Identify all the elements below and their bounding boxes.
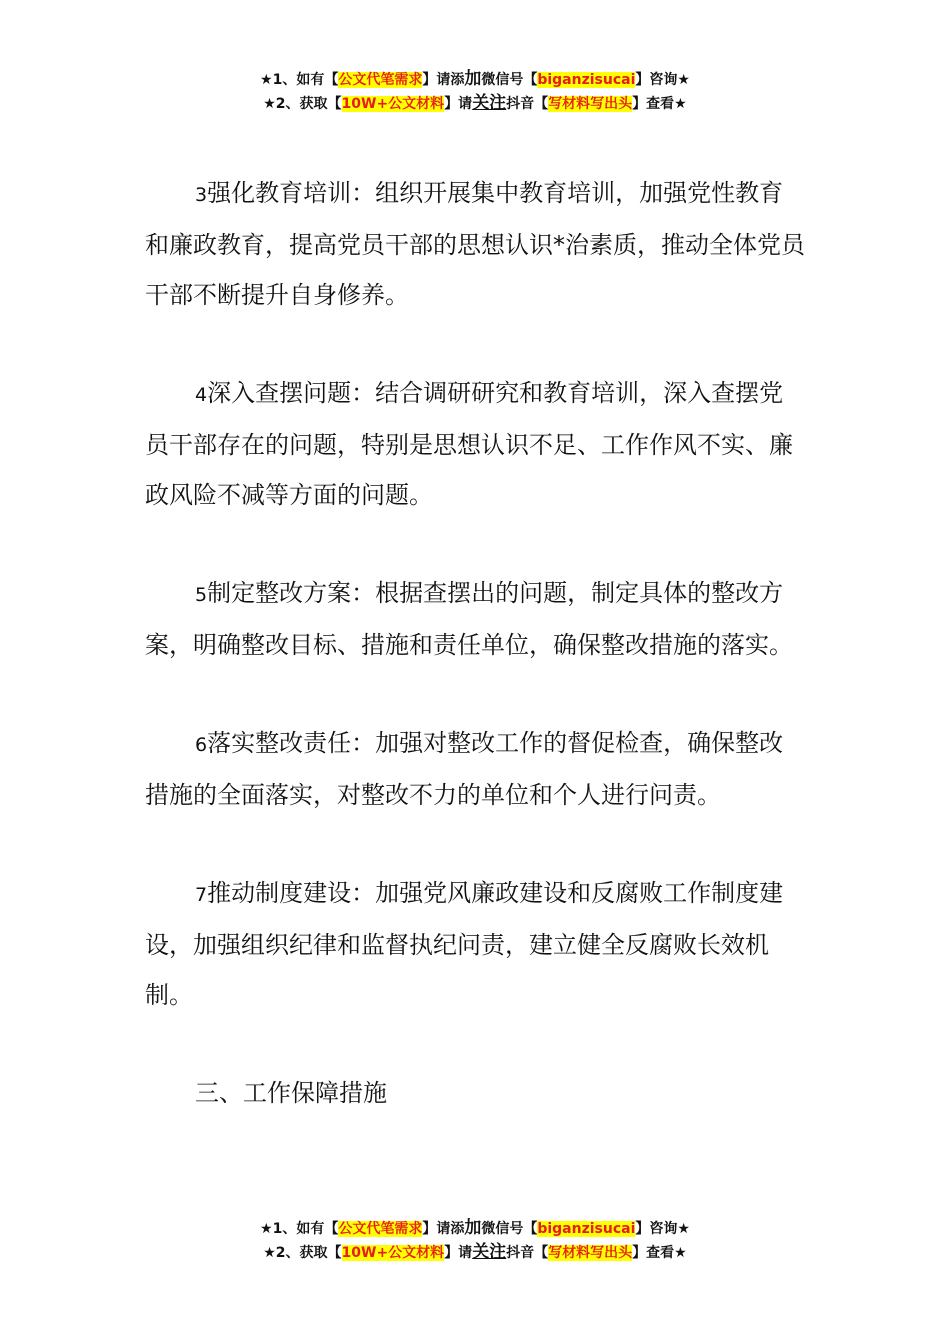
banner-text: 】咨询★ — [635, 72, 690, 88]
banner-emphasis: 加 — [464, 1218, 482, 1238]
banner-text: 】请 — [444, 96, 473, 112]
banner-line-2 — [0, 92, 950, 116]
paragraph-text: 制定整改方案：根据查摆出的问题，制定具体的整改方案，明确整改目标、措施和责任单位，确保整改措施的落实。 — [145, 579, 793, 659]
banner-text: ★1、如有【 — [260, 72, 339, 88]
footer-banner — [0, 1217, 950, 1265]
highlight-materials: 10W+公文材料 — [341, 96, 445, 112]
paragraph-item-7 — [145, 868, 807, 1020]
header-banner — [0, 68, 950, 116]
paragraph-text: 深入查摆问题：结合调研研究和教育培训，深入查摆党员干部存在的问题，特别是思想认识不足、工作作风不实、廉政风险不减等方面的问题。 — [145, 379, 793, 509]
highlight-materials: 10W+公文材料 — [341, 1245, 445, 1261]
highlight-wechat-id: biganzisucai — [537, 1221, 636, 1237]
paragraph-text: 推动制度建设：加强党风廉政建设和反腐败工作制度建设，加强组织纪律和监督执纪问责，建立健全反腐败长效机制。 — [145, 879, 784, 1009]
banner-line-1 — [0, 1217, 950, 1241]
section-heading: 三、工作保障措施 — [195, 1079, 387, 1107]
banner-text: 微信号【 — [481, 1221, 538, 1237]
banner-text: 微信号【 — [481, 72, 538, 88]
banner-text: 抖音【 — [506, 96, 549, 112]
paragraph-text: 落实整改责任：加强对整改工作的督促检查，确保整改措施的全面落实，对整改不力的单位和个人进行问责。 — [145, 729, 784, 809]
highlight-service: 公文代笔需求 — [338, 1221, 423, 1237]
highlight-douyin: 写材料写出头 — [548, 1245, 633, 1261]
paragraph-item-4 — [145, 368, 807, 520]
banner-text: 】请添 — [422, 72, 465, 88]
banner-line-1 — [0, 68, 950, 92]
banner-text: ★2、获取【 — [263, 96, 342, 112]
paragraph-item-6 — [145, 718, 807, 820]
banner-text: ★2、获取【 — [263, 1245, 342, 1261]
banner-emphasis: 关注 — [472, 1242, 507, 1262]
item-number: 6 — [195, 734, 208, 756]
banner-emphasis: 加 — [464, 69, 482, 89]
highlight-service: 公文代笔需求 — [338, 72, 423, 88]
banner-text: 】请添 — [422, 1221, 465, 1237]
banner-text: 】咨询★ — [635, 1221, 690, 1237]
banner-line-2 — [0, 1241, 950, 1265]
banner-text: 抖音【 — [506, 1245, 549, 1261]
document-body — [145, 168, 807, 1118]
paragraph-item-5 — [145, 568, 807, 670]
banner-emphasis: 关注 — [472, 93, 507, 113]
banner-text: 】查看★ — [632, 96, 687, 112]
item-number: 7 — [195, 884, 208, 906]
item-number: 3 — [195, 184, 208, 206]
banner-text: 】查看★ — [632, 1245, 687, 1261]
highlight-wechat-id: biganzisucai — [537, 72, 636, 88]
banner-text: 】请 — [444, 1245, 473, 1261]
item-number: 4 — [195, 384, 208, 406]
item-number: 5 — [195, 584, 208, 606]
banner-text: ★1、如有【 — [260, 1221, 339, 1237]
paragraph-text: 强化教育培训：组织开展集中教育培训，加强党性教育和廉政教育，提高党员干部的思想认识*治素质，推动全体党员干部不断提升自身修养。 — [145, 179, 805, 309]
highlight-douyin: 写材料写出头 — [548, 96, 633, 112]
paragraph-item-3 — [145, 168, 807, 320]
